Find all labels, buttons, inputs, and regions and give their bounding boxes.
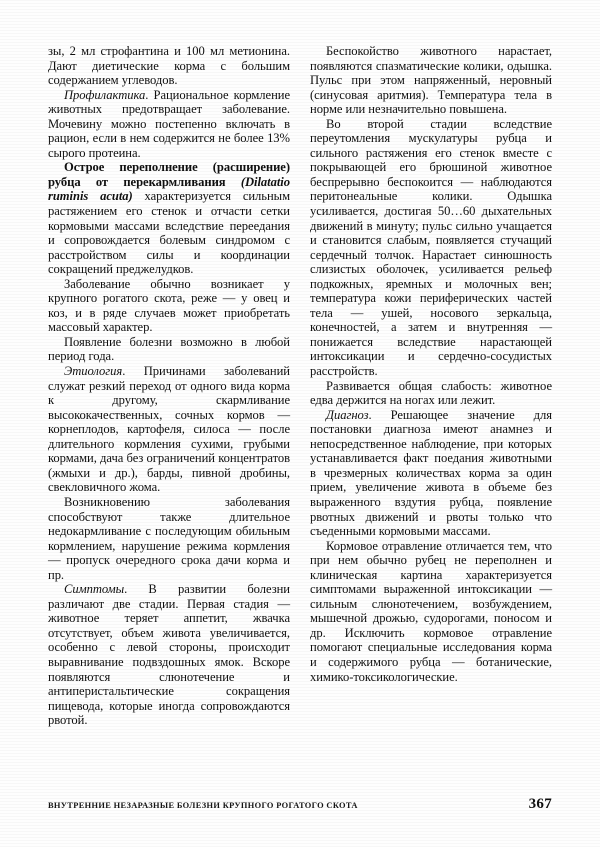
paragraph-p1 [48,44,290,88]
paragraph-text: характеризуется сильным растяжением его стенок и отчасти сетки кормовыми массами вследствие переедания и сопровождается болевым синдромом с расстройством силы и координации сокращений преджелудков. [48,189,290,277]
term-diagnoz: Диагноз [326,407,369,422]
paragraph-text: . Причинами заболеваний служат резкий переход от одного вида корма к другому, скармливание высококачественных, сочных кормов — корнеплодов, картофеля, силоса — после длительного кормления сухими, грубыми кормами, дача без ограничений концентратов (жмыхи и др.), барды, пивной дробины, свекловичного жома. [48,364,290,495]
paragraph-p12 [310,408,552,539]
paragraph-text: зы, 2 мл строфантина и 100 мл метионина. Дают диетические корма с большим содержанием углеводов. [48,44,290,88]
paragraph-text: Заболевание обычно возникает у крупного рогатого скота, реже — у овец и коз, и в ряде случаев может приобретать массовый характер. [48,276,290,335]
paragraph-text: . Решающее значение для постановки диагноза имеют анамнез и непосредственное наблюдение, при которых устанавливается факт поедания животными в чрезмерных количествах корма за один прием, увеличение живота в объеме без выраженного вздутия рубца, появление рвотных движений и рвоты только что съеденными кормовыми массами. [310,407,552,539]
right-column [310,44,552,684]
paragraph-text: Возникновению заболевания способствуют также длительное недокармливание с последующим обильным кормлением, нарушение режима кормления — пропуск очередного срока дачи корма и пр. [48,494,290,582]
paragraph-p2 [48,88,290,161]
paragraph-p11 [310,379,552,408]
paragraph-p3 [48,160,290,276]
running-head: ВНУТРЕННИЕ НЕЗАРАЗНЫЕ БОЛЕЗНИ КРУПНОГО РОГАТОГО СКОТА [48,801,358,810]
paragraph-text: Беспокойство животного нарастает, появляются спазматические колики, одышка. Пульс при этом напряженный, неровный (синусовая аритмия). Температура тела в норме или незначительно повышена. [310,44,552,117]
left-column [48,44,290,728]
paragraph-p4 [48,277,290,335]
page-footer [48,796,552,813]
page-number: 367 [528,796,552,812]
paragraph-p13 [310,539,552,684]
paragraph-text: Появление болезни возможно в любой период года. [48,334,290,364]
paragraph-text: Во второй стадии вследствие переутомления мускулатуры рубца и сильного растяжения его стенок вместе с покрывающей его брюшиной животное беспрерывно беспокоится — наблюдаются перитонеальные колики. Одышка усиливается, достигая 50…60 дыхательных движений в минуту; пульс сильно учащается и становится слабым, появляется стучащий сердечный толчок. Нарастает синюшность слизистых оболочек, усиливается рельеф подкожных, яремных и молочных вен; температура кожи периферических частей тела — ушей, носового зеркальца, конечностей, а затем и внутренняя — понижается вследствие нарастающей интоксикации и сердечно-сосудистых расстройств. [310,116,552,379]
paragraph-p9 [310,44,552,117]
term-etiologiya: Этиология [64,364,123,379]
paragraph-p8 [48,582,290,727]
paragraph-p7 [48,495,290,582]
term-ostroe-perepolnenie: Острое переполнение (расширение) рубца от перекармливания [48,160,290,189]
paragraph-text: . Рациональное кормление животных предотвращает заболевание. Мочевину можно постепенно включать в рацион, если в нем содержится не более 13% сырого протеина. [48,87,290,160]
paragraph-p10 [310,117,552,379]
paragraph-text: . В развитии болезни различают две стадии. Первая стадия — животное теряет аппетит, жвачка отсутствует, объем живота увеличивается, особенно с левой стороны, происходит выравнивание подвздошных ямок. Вскоре появляются слюнотечение и антиперистальтические сокращения пищевода, которые иногда сопровождаются рвотой. [48,582,290,728]
paragraph-text: Развивается общая слабость: животное едва держится на ногах или лежит. [310,378,552,408]
paragraph-p6 [48,364,290,495]
paragraph-text: Кормовое отравление отличается тем, что при нем обычно рубец не переполнен и клиническая картина характеризуется симптомами выраженной интоксикации — сильным слюнотечением, возбуждением, мышечной дрожью, судорогами, поносом и др. Исключить кормовое отравление помогают специальные исследования корма и содержимого рубца — ботанические, химико-токсикологические. [310,538,552,684]
page-columns [48,44,552,770]
term-latin-name: (Dilatatio ruminis acuta) [48,174,291,204]
term-profilaktika: Профилактика [64,87,146,102]
term-simptomy: Симптомы [64,582,125,597]
paragraph-p5 [48,335,290,364]
